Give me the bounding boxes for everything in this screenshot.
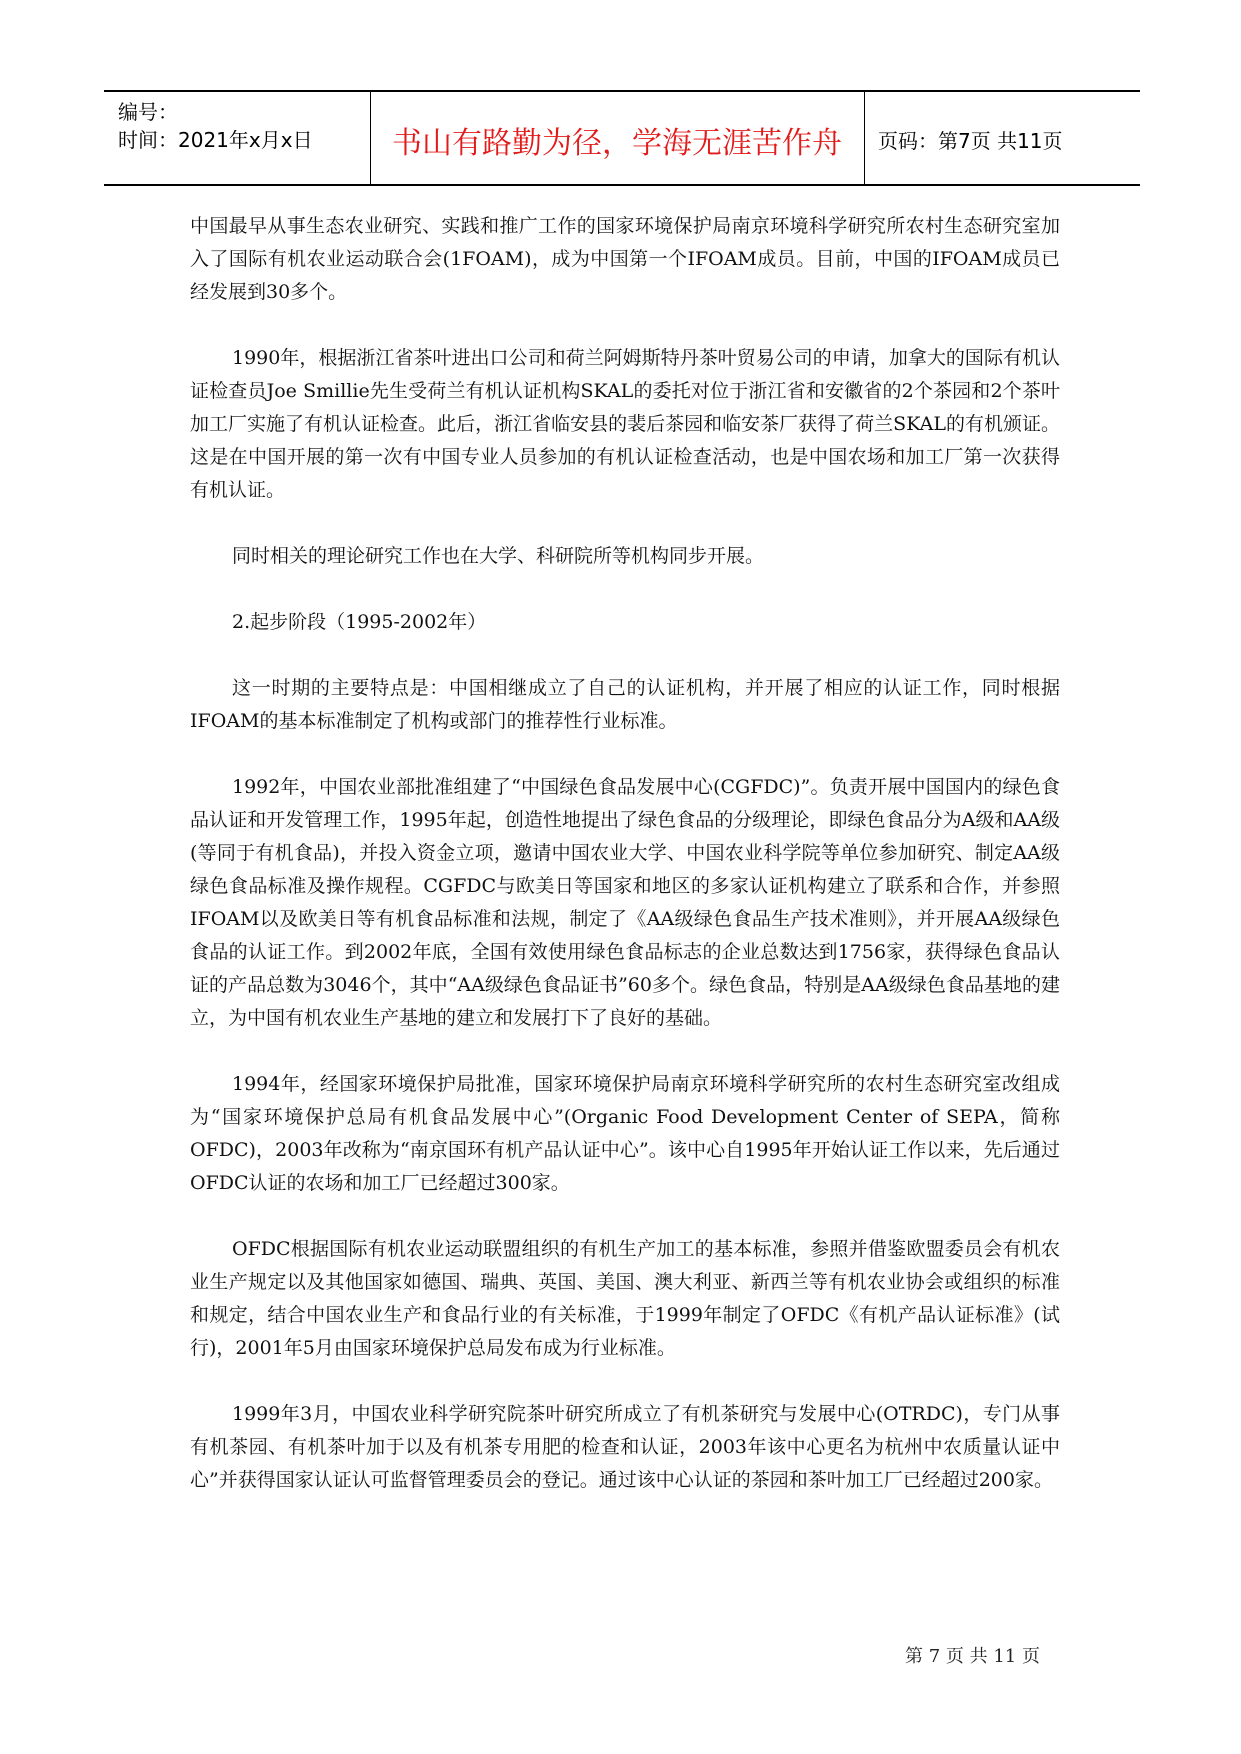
document-time-label: 时间：2021年x月x日 [118,128,313,152]
body-paragraph-7: OFDC根据国际有机农业运动联盟组织的有机生产加工的基本标准，参照并借鉴欧盟委员会有机农业生产规定以及其他国家如德国、瑞典、英国、美国、澳大利亚、新西兰等有机农业协会或组织的标准和规定，结合中国农业生产和食品行业的有关标准，于1999年制定了OFDC《有机产品认证标准》(试行)，2001年5月由国家环境保护总局发布成为行业标准。 [190,1238,1060,1359]
body-paragraph-8: 1999年3月，中国农业科学研究院茶叶研究所成立了有机茶研究与发展中心(OTRDC)，专门从事有机茶园、有机茶叶加于以及有机茶专用肥的检查和认证，2003年该中心更名为杭州中农质量认证中心”并获得国家认证认可监督管理委员会的登记。通过该中心认证的茶园和茶叶加工厂已经超过200家。 [190,1403,1060,1491]
header-middle-cell [370,92,865,184]
body-paragraph-4: 这一时期的主要特点是：中国相继成立了自己的认证机构，并开展了相应的认证工作，同时根据IFOAM的基本标准制定了机构或部门的推荐性行业标准。 [190,677,1060,732]
body-paragraph-6: 1994年，经国家环境保护局批准，国家环境保护局南京环境科学研究所的农村生态研究室改组成为“国家环境保护总局有机食品发展中心”(Organic Food Development Center of SEPA，简称OFDC)，2003年改称为“南京国环有机产品认证中心”。该中心自1995年开始认证工作以来，先后通过OFDC认证的农场和加工厂已经超过300家。 [190,1073,1060,1194]
body-paragraph-5: 1992年，中国农业部批准组建了“中国绿色食品发展中心(CGFDC)”。负责开展中国国内的绿色食品认证和开发管理工作，1995年起，创造性地提出了绿色食品的分级理论，即绿色食品分为A级和AA级(等同于有机食品)，并投入资金立项，邀请中国农业大学、中国农业科学院等单位参加研究、制定AA级绿色食品标准及操作规程。CGFDC与欧美日等国家和地区的多家认证机构建立了联系和合作，并参照IFOAM以及欧美日等有机食品标准和法规，制定了《AA级绿色食品生产技术准则》，并开展AA级绿色食品的认证工作。到2002年底，全国有效使用绿色食品标志的企业总数达到1756家，获得绿色食品认证的产品总数为3046个，其中“AA级绿色食品证书”60多个。绿色食品，特别是AA级绿色食品基地的建立，为中国有机农业生产基地的建立和发展打下了良好的基础。 [190,776,1060,1029]
section-heading: 2.起步阶段（1995-2002年） [232,611,487,633]
header-motto: 书山有路勤为径，学海无涯苦作舟 [392,126,842,161]
header-left-cell [104,92,371,184]
header-page-info: 页码：第7页 共11页 [878,129,1063,153]
document-number-label: 编号： [118,100,178,124]
header-right-cell [864,92,1140,184]
page-header [104,90,1140,186]
document-body [190,210,1060,1530]
body-paragraph-2: 1990年，根据浙江省茶叶进出口公司和荷兰阿姆斯特丹茶叶贸易公司的申请，加拿大的国际有机认证检查员Joe Smillie先生受荷兰有机认证机构SKAL的委托对位于浙江省和安徽省的2个茶园和2个茶叶加工厂实施了有机认证检查。此后，浙江省临安县的裴后茶园和临安茶厂获得了荷兰SKAL的有机颁证。这是在中国开展的第一次有中国专业人员参加的有机认证检查活动，也是中国农场和加工厂第一次获得有机认证。 [190,347,1060,501]
body-paragraph-3: 同时相关的理论研究工作也在大学、科研院所等机构同步开展。 [232,545,765,567]
page-footer: 第 7 页 共 11 页 [905,1646,1040,1667]
body-paragraph-1: 中国最早从事生态农业研究、实践和推广工作的国家环境保护局南京环境科学研究所农村生态研究室加入了国际有机农业运动联合会(1FOAM)，成为中国第一个IFOAM成员。目前，中国的IFOAM成员已经发展到30多个。 [190,215,1060,303]
